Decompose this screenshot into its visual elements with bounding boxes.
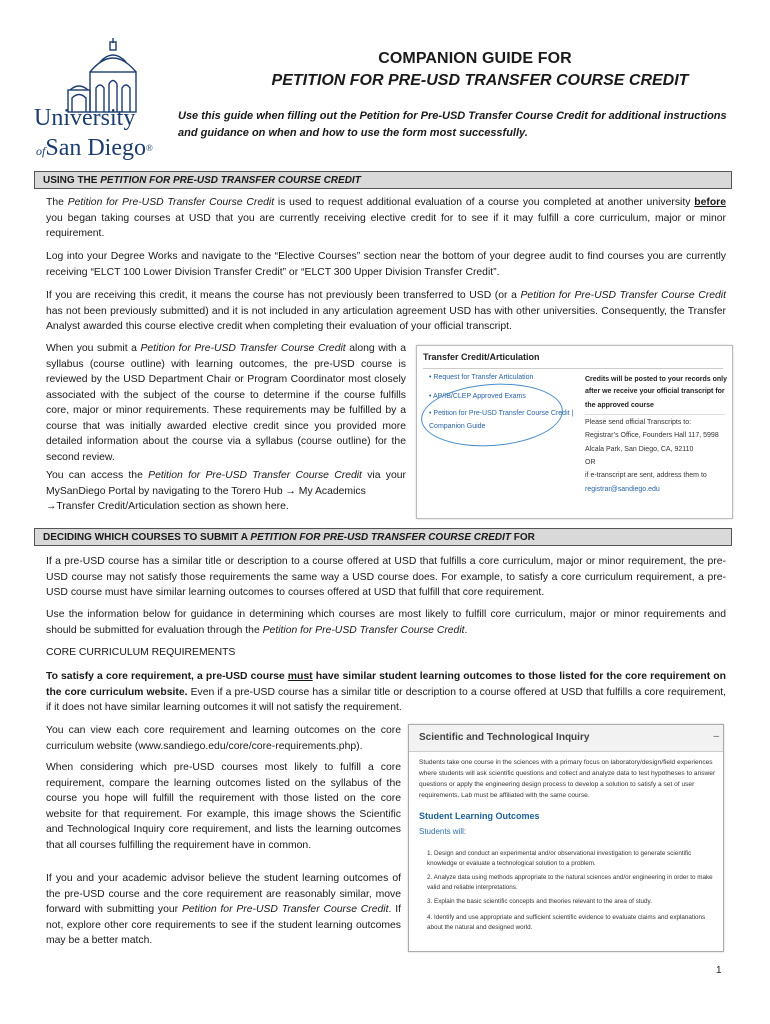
arrow-right-icon: → <box>285 485 296 497</box>
core-requirement-screenshot <box>408 724 724 952</box>
transcript-address-line2: Alcala Park, San Diego, CA, 92110 <box>585 446 694 453</box>
text-underline: must <box>287 671 313 682</box>
text: Even if a pre-USD course has a similar title or description to a course offered at USD that fulfills a core requirement, if it does not have similar learning outcomes it will not satisfy the requirement. <box>46 686 726 713</box>
text-bold: have similar student learning outcomes to those listed for the core requirement on the core curriculum website. <box>46 671 726 698</box>
students-will: Students will: <box>419 827 467 836</box>
text: . If not, explore other core requirements to see if the student learning outcomes may be a better match. <box>46 904 401 946</box>
paragraph-satisfy-core <box>46 669 726 716</box>
text-em: Petition for Pre-USD Transfer Course Credit <box>520 290 726 301</box>
text: You can access the <box>46 470 149 481</box>
divider <box>423 368 723 369</box>
paragraph-degree-works: Log into your Degree Works and navigate to the “Elective Courses” section near the bottom of your degree audit to find courses you are currently receiving “ELCT 100 Lower Division Transfer Credit” or “ELCT 300 Upper Division Transfer Credit”. <box>46 251 726 278</box>
text: you began taking courses at USD that you are currently receiving elective credit for to see if it may fulfill a core curriculum, major or minor requirement. <box>46 212 726 239</box>
title-line1: COMPANION GUIDE FOR <box>378 50 572 67</box>
link-label: Petition for Pre-USD Transfer Course Credit | <box>433 410 574 417</box>
credits-note-line2: after we receive your official transcript for <box>585 388 725 395</box>
highlight-oval <box>419 379 565 451</box>
title-line2: PETITION FOR PRE-USD TRANSFER COURSE CREDIT <box>271 72 689 89</box>
usd-logo <box>30 38 170 168</box>
logo-sandiego-text: San Diego <box>45 135 146 161</box>
text: When you submit a <box>46 343 141 354</box>
link-label: Request for Transfer Articulation <box>433 374 534 381</box>
heading-em: PETITION FOR PRE-USD TRANSFER COURSE CREDIT <box>100 175 361 186</box>
paragraph-access-petition <box>46 468 406 515</box>
outcome-item: 1. Design and conduct an experimental and/or observational investigation to generate scientific knowledge or evaluate a technological solution to a problem. <box>427 850 692 867</box>
outcome-item: 3. Explain the basic scientific concepts and theories relevant to the area of study. <box>427 898 652 905</box>
text-em: Petition for Pre-USD Transfer Course Credit <box>140 343 346 354</box>
outcome-item: 4. Identify and use appropriate and sufficient scientific evidence to evaluate claims and explanations about the natural and designed world. <box>427 914 706 931</box>
link-label: Companion Guide <box>429 423 486 430</box>
paragraph-view-core: You can view each core requirement and learning outcomes on the core curriculum website (www.sandiego.edu/core/core-requirements.php). <box>46 725 401 752</box>
transcript-address-line1: Registrar’s Office, Founders Hall 117, 5998 <box>585 432 719 439</box>
transfer-credit-heading: Transfer Credit/Articulation <box>423 352 540 362</box>
logo-university: University <box>34 105 136 131</box>
credits-note-line3: the approved course <box>585 402 654 409</box>
paragraph-receiving-credit <box>46 288 726 335</box>
bullet-icon: • <box>429 393 434 400</box>
credits-note-line1: Credits will be posted to your records only <box>585 376 727 383</box>
text: If you and your academic advisor believe the student learning outcomes of the pre-USD course and the core requirement are reasonably similar, move forward with submitting your <box>46 873 401 915</box>
text: along with a syllabus (course outline) with learning outcomes, the pre-USD course is reviewed by the USD Department Chair or Program Coordinator most closely associated with the subject of the course to determine if the course fulfills core, major or minor requirements. These requirements may be fulfilled by a course that was initially awarded elective credit since you provided more detailed information about the course via a syllabus (course outline) for the second review. <box>46 343 407 463</box>
heading-prefix: DECIDING WHICH COURSES TO SUBMIT A <box>43 532 251 543</box>
heading-suffix: FOR <box>511 532 535 543</box>
text: has not been previously submitted) and it is not included in any articulation agreement USD has with other universities. Consequently, the Transfer Analyst awarded this course elective credit when completing their evaluation of your official transcript. <box>46 305 726 332</box>
sti-title: Scientific and Technological Inquiry <box>419 732 590 743</box>
transfer-credit-screenshot <box>416 345 733 519</box>
arrow-right-icon: → <box>46 501 57 512</box>
slo-heading: Student Learning Outcomes <box>419 811 540 821</box>
bullet-icon: • <box>429 410 434 417</box>
paragraph-submit-petition <box>46 341 406 465</box>
text: My Academics <box>295 485 366 497</box>
section-heading-deciding <box>34 528 732 546</box>
text-bold: To satisfy a core requirement, a pre-USD course <box>46 671 288 682</box>
text: Transfer Credit/Articulation section as shown here. <box>56 501 289 512</box>
page-number: 1 <box>716 965 722 976</box>
text: via your MySanDiego Portal by navigating to the Torero Hub <box>46 470 406 497</box>
link-label: AP/IB/CLEP Approved Exams <box>433 393 526 400</box>
section-heading-using <box>34 171 732 189</box>
collapse-icon[interactable]: – <box>713 731 719 742</box>
sti-description: Students take one course in the sciences with a primary focus on laboratory/design/field experiences where students will ask scientific questions and collect and analyze data to test hypotheses to answer questions or apply the engineering design process to develop a solution to satisfy a set of user requirements. Lab must be affiliated with the same course. <box>419 759 716 799</box>
sti-header <box>409 725 723 752</box>
heading-em: PETITION FOR PRE-USD TRANSFER COURSE CREDIT <box>250 532 511 543</box>
text: is used to request additional evaluation of a course you completed at another university <box>274 197 695 208</box>
text: The <box>46 197 68 208</box>
paragraph-similar-title: If a pre-USD course has a similar title or description to a course offered at USD that fulfills a core curriculum, major or minor requirement, the pre-USD course may not satisfy those requirements the same way a USD course does. For example, to satisfy a core curriculum requirement, a pre-USD course must have similar learning outcomes to courses offered at USD that fulfill that core requirement. <box>46 556 726 598</box>
paragraph-guidance <box>46 607 726 638</box>
transcript-note-line1: Please send official Transcripts to: <box>585 419 692 426</box>
text: If you are receiving this credit, it means the course has not previously been transferred to USD (or a <box>46 290 521 301</box>
link-request-articulation[interactable] <box>429 374 533 381</box>
heading-prefix: USING THE <box>43 175 101 186</box>
text-underline: before <box>694 197 726 208</box>
text-em: Petition for Pre-USD Transfer Course Credit <box>67 197 275 208</box>
core-curriculum-heading: CORE CURRICULUM REQUIREMENTS <box>46 647 236 658</box>
etranscript-note: if e-transcript are sent, address them to <box>585 472 707 479</box>
paragraph-considering: When considering which pre-USD courses most likely to fulfill a core requirement, compare the learning outcomes listed on the syllabus of the course you hope will fulfill the requirement with those listed on the core website for that requirement. For example, this image shows the Scientific and Technological Inquiry core requirement, and lists the learning outcomes that all courses fulfilling the requirement have in common. <box>46 762 401 851</box>
text: Use the information below for guidance in determining which courses are most likely to fulfill core curriculum, major or minor requirements and should be submitted for evaluation through the <box>46 609 726 636</box>
paragraph-advisor <box>46 871 401 949</box>
divider <box>585 414 725 415</box>
text-em: Petition for Pre-USD Transfer Course Credit <box>148 470 362 481</box>
outcome-item: 2. Analyze data using methods appropriate to the natural sciences and/or engineering in order to make valid and reliable interpretations. <box>427 874 713 891</box>
logo-san-diego <box>36 136 153 163</box>
text: . <box>464 624 468 636</box>
paragraph-purpose <box>46 195 726 242</box>
bullet-icon: • <box>429 374 434 381</box>
text-em: Petition for Pre-USD Transfer Course Credit <box>262 624 465 636</box>
logo-registered: ® <box>146 143 153 153</box>
text-em: Petition for Pre-USD Transfer Course Credit <box>181 904 389 915</box>
or-text: OR <box>585 459 596 466</box>
logo-of: of <box>36 144 46 158</box>
registrar-email-link[interactable]: registrar@sandiego.edu <box>585 486 660 493</box>
intro-text: Use this guide when filling out the Petition for Pre-USD Transfer Course Credit for additional instructions and guidance on when and how to use the form most successfully. <box>178 110 727 139</box>
